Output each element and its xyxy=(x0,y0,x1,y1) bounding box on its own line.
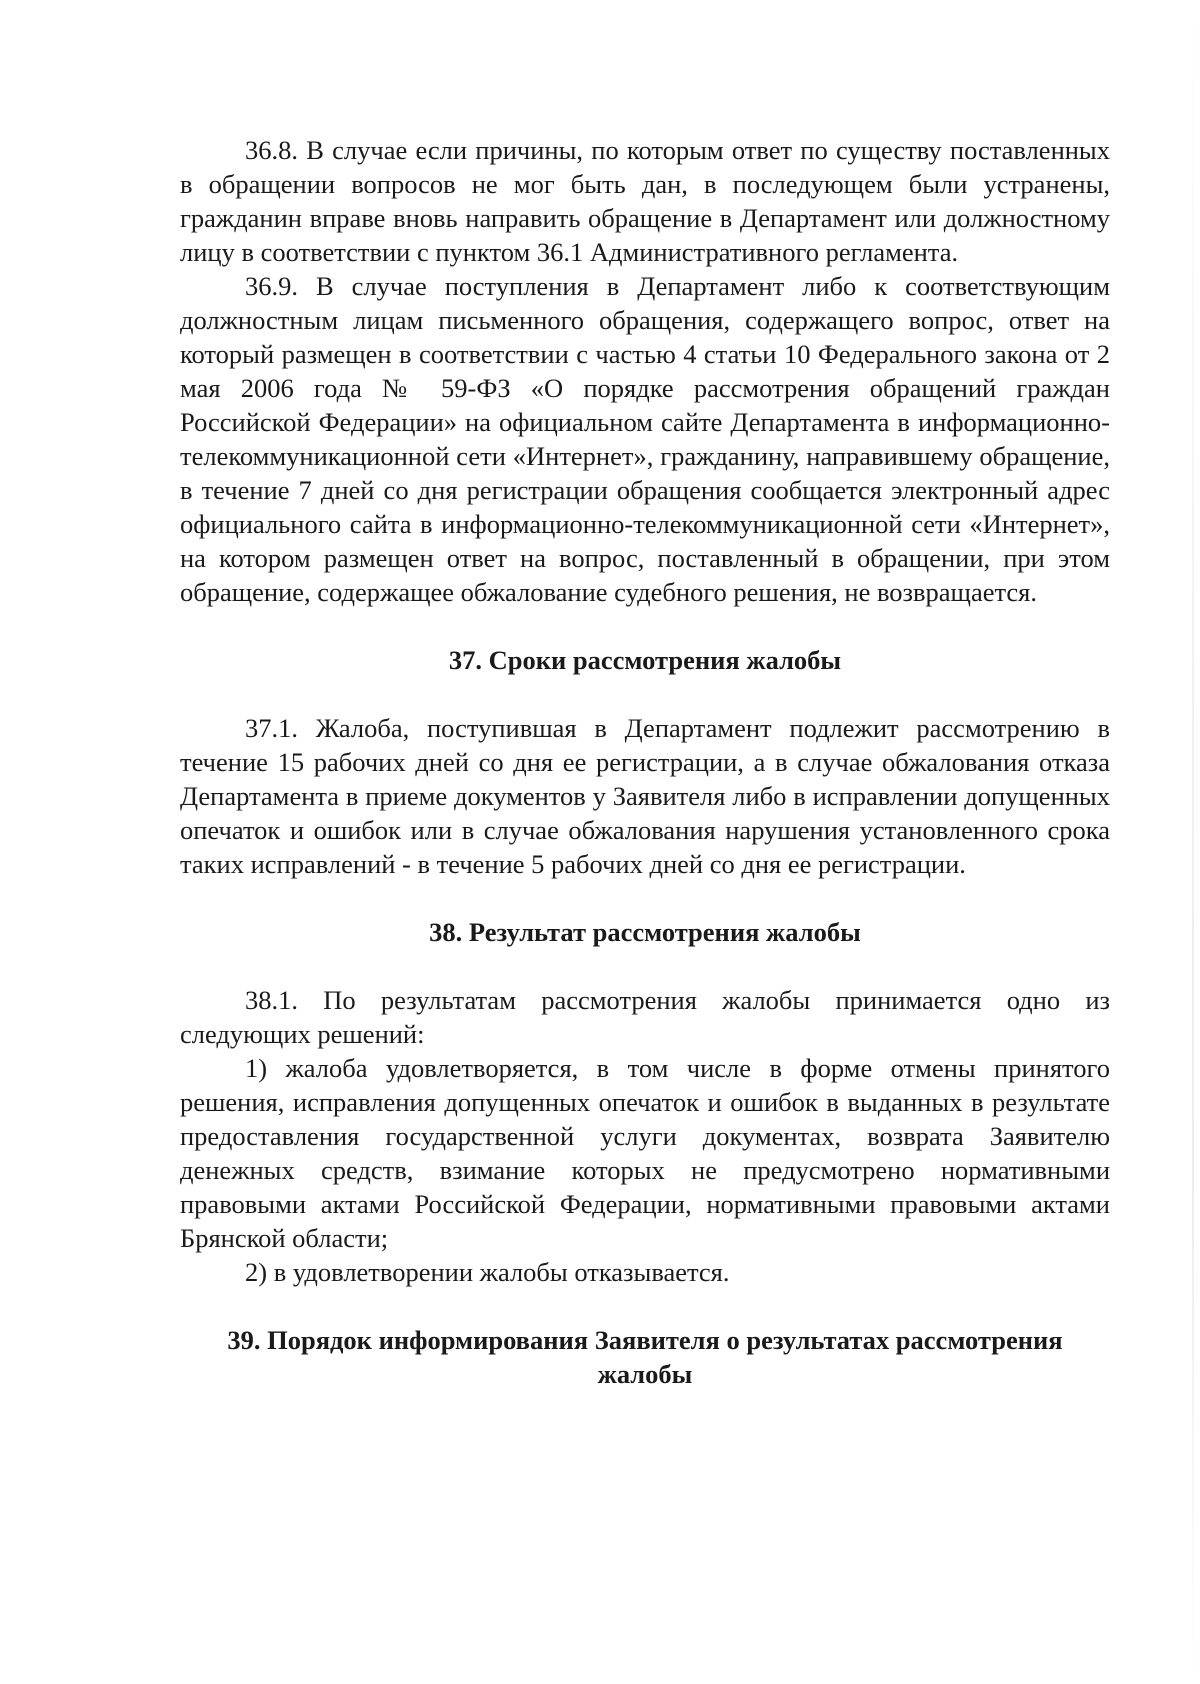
paragraph-38-1-item-1: 1) жалоба удовлетворяется, в том числе в форме отмены принятого решения, исправления допущенных опечаток и ошибок в выданных в результате предоставления государственной услуги документах, возврата Заявителю денежных средств, взимание которых не предусмотрено нормативными правовыми актами Российской Федерации, нормативными правовыми актами Брянской области; xyxy=(180,1053,1110,1253)
paragraph-38-1: 38.1. По результатам рассмотрения жалобы принимается одно из следующих решений: xyxy=(180,985,1110,1049)
section-38-heading: 38. Результат рассмотрения жалобы xyxy=(429,917,861,947)
spacer xyxy=(180,609,1110,643)
document-body xyxy=(180,133,1110,1391)
scan-edge-shadow xyxy=(1192,0,1194,1684)
spacer xyxy=(180,949,1110,983)
section-39-heading: 39. Порядок информирования Заявителя о результатах рассмотрения жалобы xyxy=(227,1325,1063,1389)
spacer xyxy=(180,677,1110,711)
paragraph-36-8: 36.8. В случае если причины, по которым ответ по существу поставленных в обращении вопросов не мог быть дан, в последующем были устранены, гражданин вправе вновь направить обращение в Департамент или должностному лицу в соответствии с пунктом 36.1 Административного регламента. xyxy=(180,135,1110,267)
spacer xyxy=(180,881,1110,915)
section-37-heading: 37. Сроки рассмотрения жалобы xyxy=(448,645,842,675)
paragraph-37-1: 37.1. Жалоба, поступившая в Департамент подлежит рассмотрению в течение 15 рабочих дней со дня ее регистрации, а в случае обжалования отказа Департамента в приеме документов у Заявителя либо в исправлении допущенных опечаток и ошибок или в случае обжалования нарушения установленного срока таких исправлений - в течение 5 рабочих дней со дня ее регистрации. xyxy=(180,713,1110,879)
paragraph-36-9: 36.9. В случае поступления в Департамент либо к соответствующим должностным лицам письменного обращения, содержащего вопрос, ответ на который размещен в соответствии с частью 4 статьи 10 Федерального закона от 2 мая 2006 года № 59-ФЗ «О порядке рассмотрения обращений граждан Российской Федерации» на официальном сайте Департамента в информационно-телекоммуникационной сети «Интернет», гражданину, направившему обращение, в течение 7 дней со дня регистрации обращения сообщается электронный адрес официального сайта в информационно-телекоммуникационной сети «Интернет», на котором размещен ответ на вопрос, поставленный в обращении, при этом обращение, содержащее обжалование судебного решения, не возвращается. xyxy=(180,271,1110,607)
paragraph-38-1-item-2: 2) в удовлетворении жалобы отказывается. xyxy=(245,1257,730,1287)
spacer xyxy=(180,1289,1110,1323)
